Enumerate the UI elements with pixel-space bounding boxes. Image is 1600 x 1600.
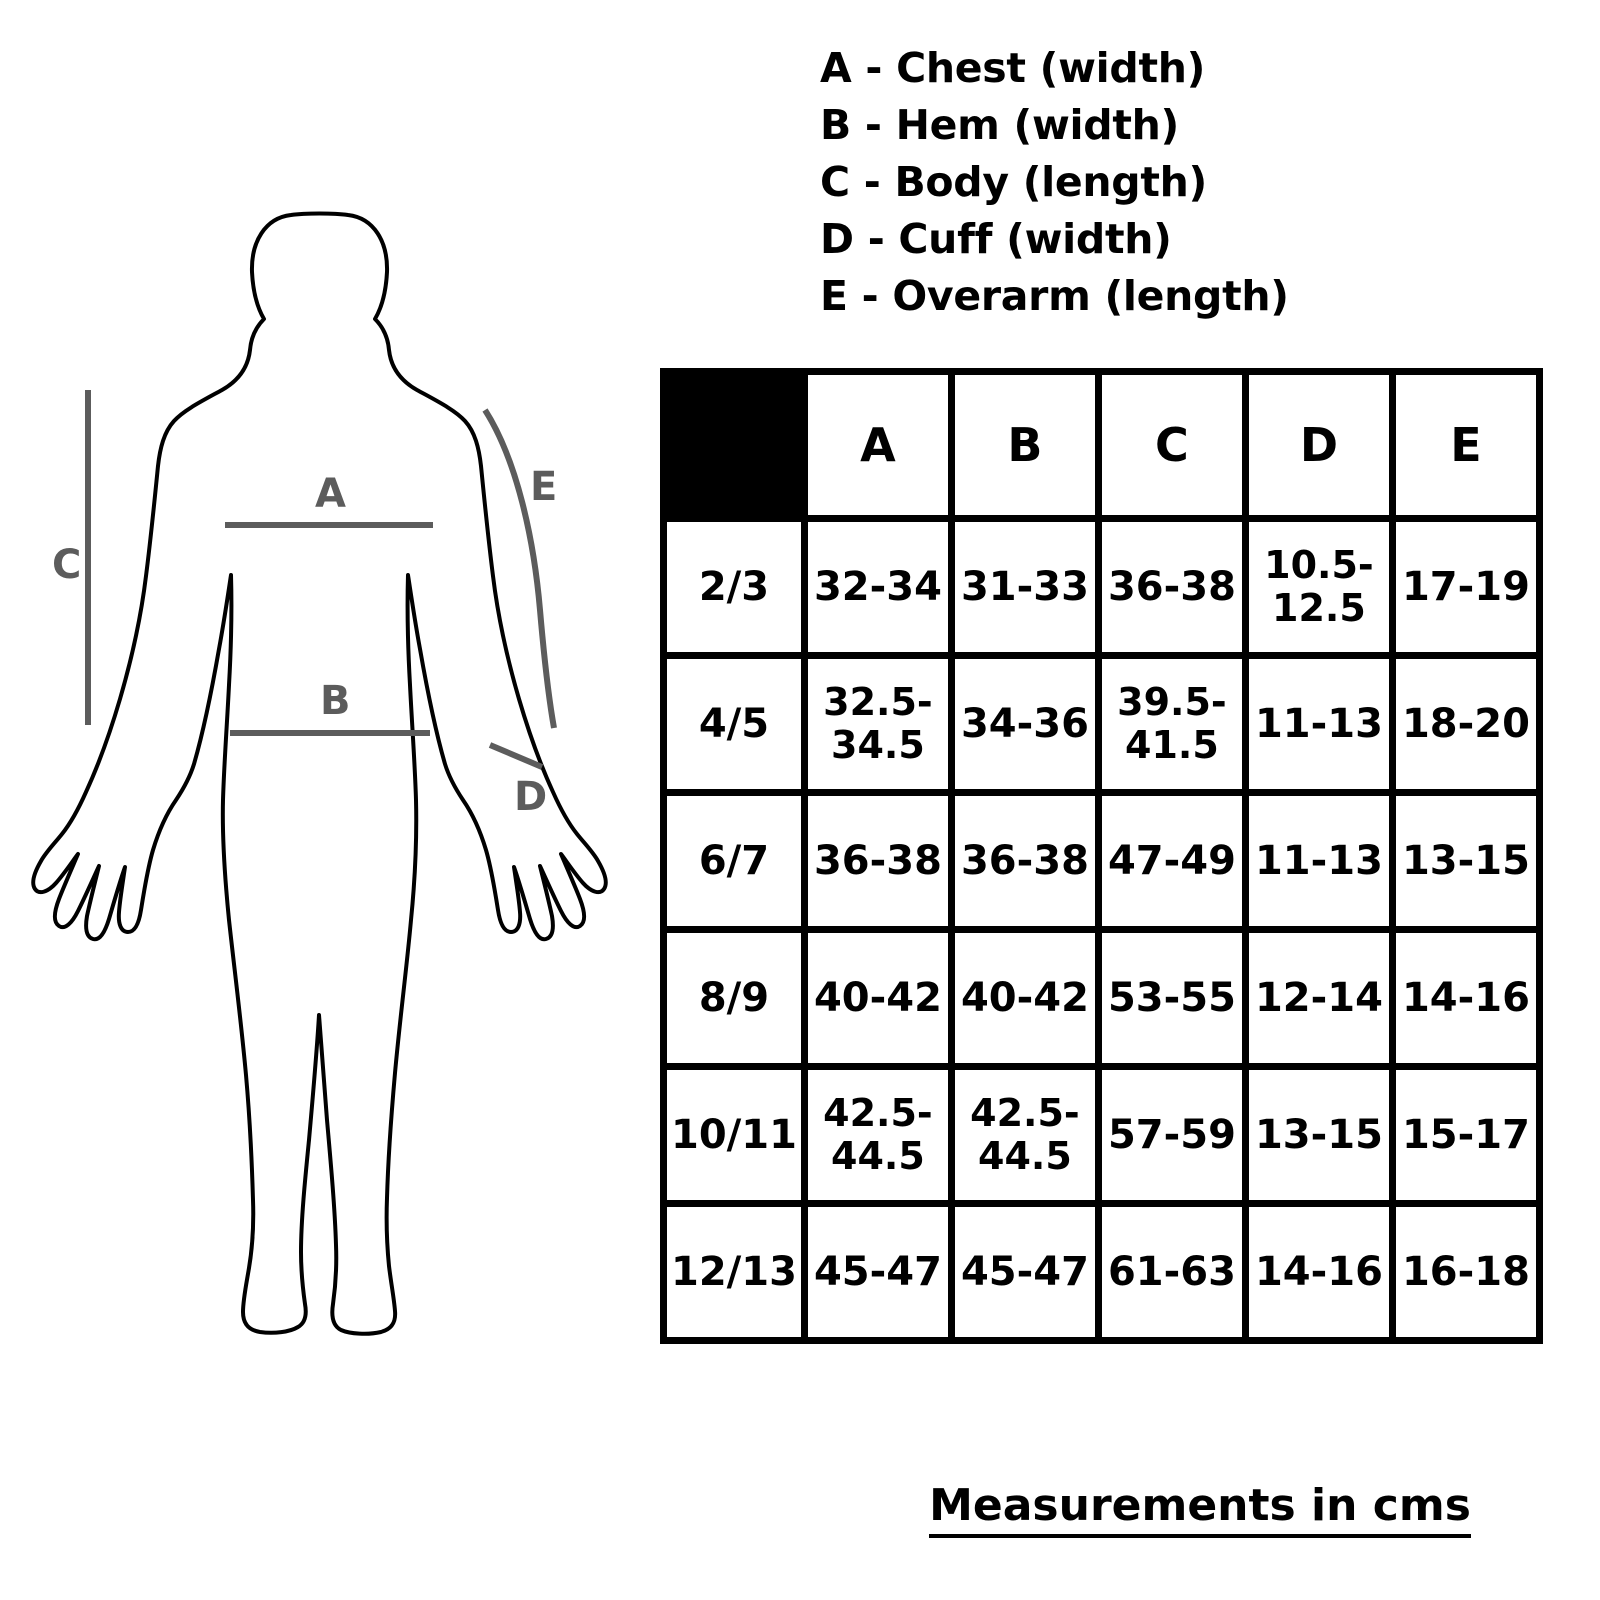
table-row	[667, 1207, 1536, 1337]
diagram-label-overarm: E	[530, 464, 558, 510]
legend-item-body: C - Body (length)	[820, 158, 1207, 206]
table-row	[667, 933, 1536, 1063]
cell-line: 44.5	[831, 1134, 925, 1178]
table-row	[667, 796, 1536, 926]
table-cell-a: 32-34	[808, 522, 948, 652]
body-diagram-panel	[0, 0, 660, 1600]
table-cell-d: 11-13	[1249, 659, 1389, 789]
table-header-row	[667, 375, 1536, 515]
table-cell-e: 16-18	[1396, 1207, 1536, 1337]
legend-item-overarm: E - Overarm (length)	[820, 272, 1289, 320]
table-cell-c: 61-63	[1102, 1207, 1242, 1337]
table-cell-c: 36-38	[1102, 522, 1242, 652]
table-cell-b: 34-36	[955, 659, 1095, 789]
table-cell-c: 53-55	[1102, 933, 1242, 1063]
diagram-label-hem: B	[320, 678, 351, 724]
table-cell-d: 14-16	[1249, 1207, 1389, 1337]
diagram-label-cuff: D	[514, 774, 548, 820]
table-row-size-label: 10/11	[667, 1070, 801, 1200]
table-cell-b	[955, 1070, 1095, 1200]
table-corner-cell	[667, 375, 801, 515]
legend-item-hem: B - Hem (width)	[820, 101, 1179, 149]
diagram-label-body: C	[52, 542, 82, 588]
table-column-header-b: B	[955, 375, 1095, 515]
table-column-header-a: A	[808, 375, 948, 515]
table-column-header-e: E	[1396, 375, 1536, 515]
table-cell-a	[808, 659, 948, 789]
table-row-size-label: 2/3	[667, 522, 801, 652]
legend-list	[820, 40, 1580, 325]
table-cell-b: 31-33	[955, 522, 1095, 652]
table-row-size-label: 6/7	[667, 796, 801, 926]
table-cell-d: 13-15	[1249, 1070, 1389, 1200]
table-cell-a	[808, 1070, 948, 1200]
legend-item-cuff: D - Cuff (width)	[820, 215, 1172, 263]
table-cell-c: 57-59	[1102, 1070, 1242, 1200]
table-row-size-label: 8/9	[667, 933, 801, 1063]
table-cell-a: 45-47	[808, 1207, 948, 1337]
table-column-header-d: D	[1249, 375, 1389, 515]
measurement-unit-note-text: Measurements in cms	[929, 1480, 1471, 1538]
table-cell-b: 36-38	[955, 796, 1095, 926]
body-figure-svg	[30, 180, 630, 1380]
table-cell-b: 40-42	[955, 933, 1095, 1063]
table-cell-a: 36-38	[808, 796, 948, 926]
size-chart-table	[660, 368, 1543, 1344]
table-cell-e: 17-19	[1396, 522, 1536, 652]
cell-line: 10.5-	[1264, 543, 1374, 587]
table-cell-a: 40-42	[808, 933, 948, 1063]
table-row	[667, 659, 1536, 789]
cell-line: 32.5-	[823, 680, 933, 724]
table-cell-e: 13-15	[1396, 796, 1536, 926]
diagram-label-chest: A	[315, 471, 346, 517]
cell-line: 41.5	[1125, 723, 1219, 767]
table-cell-c	[1102, 659, 1242, 789]
table-cell-c: 47-49	[1102, 796, 1242, 926]
table-cell-d: 12-14	[1249, 933, 1389, 1063]
table-cell-e: 18-20	[1396, 659, 1536, 789]
legend-item-chest: A - Chest (width)	[820, 44, 1206, 92]
table-cell-b: 45-47	[955, 1207, 1095, 1337]
cell-line: 42.5-	[823, 1091, 933, 1135]
cell-line: 44.5	[978, 1134, 1072, 1178]
table-column-header-c: C	[1102, 375, 1242, 515]
cell-line: 34.5	[831, 723, 925, 767]
table-row	[667, 1070, 1536, 1200]
cell-line: 42.5-	[970, 1091, 1080, 1135]
table-cell-e: 15-17	[1396, 1070, 1536, 1200]
measure-line-overarm	[485, 410, 554, 728]
table-cell-e: 14-16	[1396, 933, 1536, 1063]
table-cell-d: 11-13	[1249, 796, 1389, 926]
table-row	[667, 522, 1536, 652]
measurement-unit-note	[820, 1480, 1580, 1531]
table-cell-d	[1249, 522, 1389, 652]
table-row-size-label: 4/5	[667, 659, 801, 789]
cell-line: 39.5-	[1117, 680, 1227, 724]
cell-line: 12.5	[1272, 586, 1366, 630]
table-row-size-label: 12/13	[667, 1207, 801, 1337]
